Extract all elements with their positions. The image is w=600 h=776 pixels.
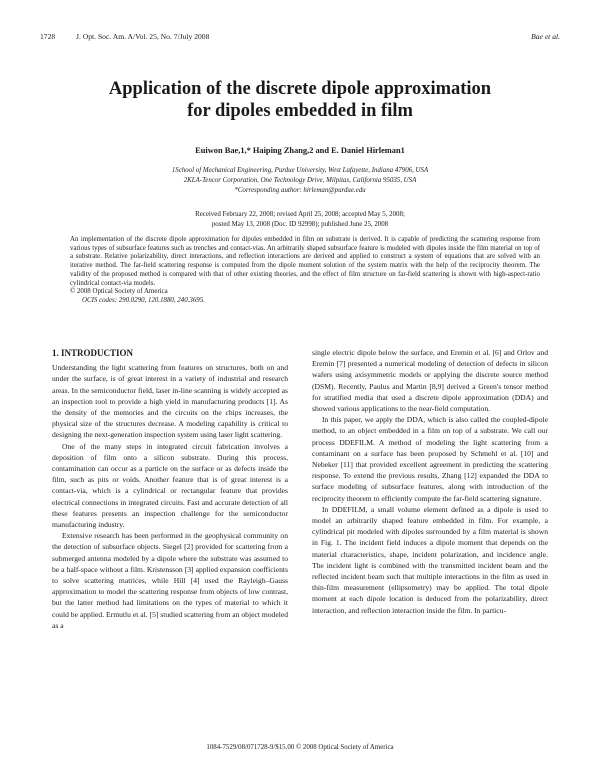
left-column [52,348,288,631]
section-heading: 1. INTRODUCTION [52,348,134,358]
received-dates-2: posted May 13, 2008 (Doc. ID 92998); published June 25, 2008 [211,221,389,228]
title-line-1: Application of the discrete dipole approximation [108,79,492,99]
paragraph: single electric dipole below the surface, and Eremin et al. [6] and Orlov and Eremin [7] presented a numerical modeling of detection of defects in silicon wafers using axisymmetric models or applying the discrete source method (DSM). Recently, Paulus and Martin [8,9] derived a Green's tensor method for stratified media that used a discrete dipole approximation (DDA) and showed various applications to the near-field computation. [312,348,548,414]
abstract-text: An implementation of the discrete dipole approximation for dipoles embedded in film on substrate is derived. It is capable of predicting the scattering response from various types of subsurface features such as trenches and contact-vias. An arbitrarily shaped subsurface feature is modeled with dipoles inside the film material on top of a substrate. Relative polarizability, direct interactions, and reflection interactions are derived and applied to construct a system of equations that are solved with an iterative method. The far-field scattering response is computed from the dipole moment solution of the system matrix with the help of the reciprocity theorem. The validity of the proposed method is compared with that of other existing theories, and the effect of film structure on far-field scattering is shown with high-aspect-ratio cylindrical contact-via models. [70,236,540,287]
affiliation-2: 2KLA-Tencor Corporation, One Technology Drive, Milpitas, California 95035, USA [183,177,417,184]
paragraph: One of the many steps in integrated circuit fabrication involves a deposition of film onto a silicon substrate. During this process, contamination can occur as a particle on the surface or as defects inside the film, such as pits or voids. Another feature that is of great interest is a contact-via, which is a cylindrical or rectangular feature that provides electrical connections in integrated circuits. Fast and accurate detection of all these features presents an inspection challenge for the semiconductor manufacturing industry. [52,441,288,530]
paragraph: Understanding the light scattering from features on structures, both on and under the surface, is of great interest in a variety of industrial and research areas. In the semiconductor field, laser in-line scanning is widely accepted as an inspection tool to provide a high yield in manufacturing products [1]. As the density of the memories and the circuits on the chips increases, the physical size of the structures decrease. A modeling capability is critical to designing the next-generation inspection system using laser light scattering. [52,363,288,440]
copyright-line: © 2008 Optical Society of America [70,288,168,296]
footer-copyright: 1084-7529/08/071728-9/$15.00 © 2008 Optical Society of America [206,744,394,751]
right-column [312,347,548,616]
running-authors: Bae et al. [531,32,560,41]
received-dates-1: Received February 22, 2008; revised April 25, 2008; accepted May 5, 2008; [195,211,405,218]
paragraph: In DDEFILM, a small volume element defined as a dipole is used to model an arbitrarily shaped feature embedded in film. For example, a cylindrical pit modeled with dipoles surrounded by a film material is shown in Fig. 1. The incident field induces a dipole moment that depends on the material characteristics, shape, incident polarization, and incidence angle. The incident light is combined with the transmitted incident beam and the reflected incident beam such that multiple interactions in the film as used in thin-film measurement (ellipsometry) may be applied. The total dipole moment at each dipole location is deduced from the polarizability, direct interaction, and reflection interaction inside the film. In particu- [312,504,548,615]
journal-header: J. Opt. Soc. Am. A/Vol. 25, No. 7/July 2008 [76,32,210,41]
corresponding-author: *Corresponding author: hirleman@purdue.edu [234,187,366,194]
paragraph: In this paper, we apply the DDA, which is also called the coupled-dipole method, to an object embedded in a film on top of a substrate. We call our process DDEFILM. A method of modeling the light scattering from a contaminant on a surface has been proposed by Schmehl et al. [10] and Nebeker [11] that provided excellent agreement in predicting the scattering response. To extend the previous results, Zhang [12] expanded the DDA to surface modeling of subsurface features, along with introduction of the reciprocity theorem to efficiently compute the far-field scattering signature. [312,415,548,503]
page-number: 1728 [40,32,56,41]
abstract [70,236,540,306]
paper-title [40,78,560,122]
affiliation-1: 1School of Mechanical Engineering, Purdue University, West Lafayette, Indiana 47906, USA [171,167,429,174]
author-list: Euiwon Bae,1,* Haiping Zhang,2 and E. Daniel Hirleman1 [195,146,405,155]
title-line-2: for dipoles embedded in film [187,101,413,121]
paragraph: Extensive research has been performed in the geophysical community on the detection of subsurface objects. Siegel [2] provided for scattering from a submerged antenna modeled by a dipole where the substrate was assumed to be a half-space without a film. Kristensson [3] applied expansion coefficients to solve scattering matrices, while Hill [4] used the Rayleigh–Gauss approximation to model the scattering response from objects of low contrast, but the latter method had limitations on the types of material to which it could be applied. Ermutlu et al. [5] studied scattering from an object modeled as a [52,531,288,630]
ocis-codes: OCIS codes: 290.0290, 120.1880, 240.3695. [82,296,205,304]
